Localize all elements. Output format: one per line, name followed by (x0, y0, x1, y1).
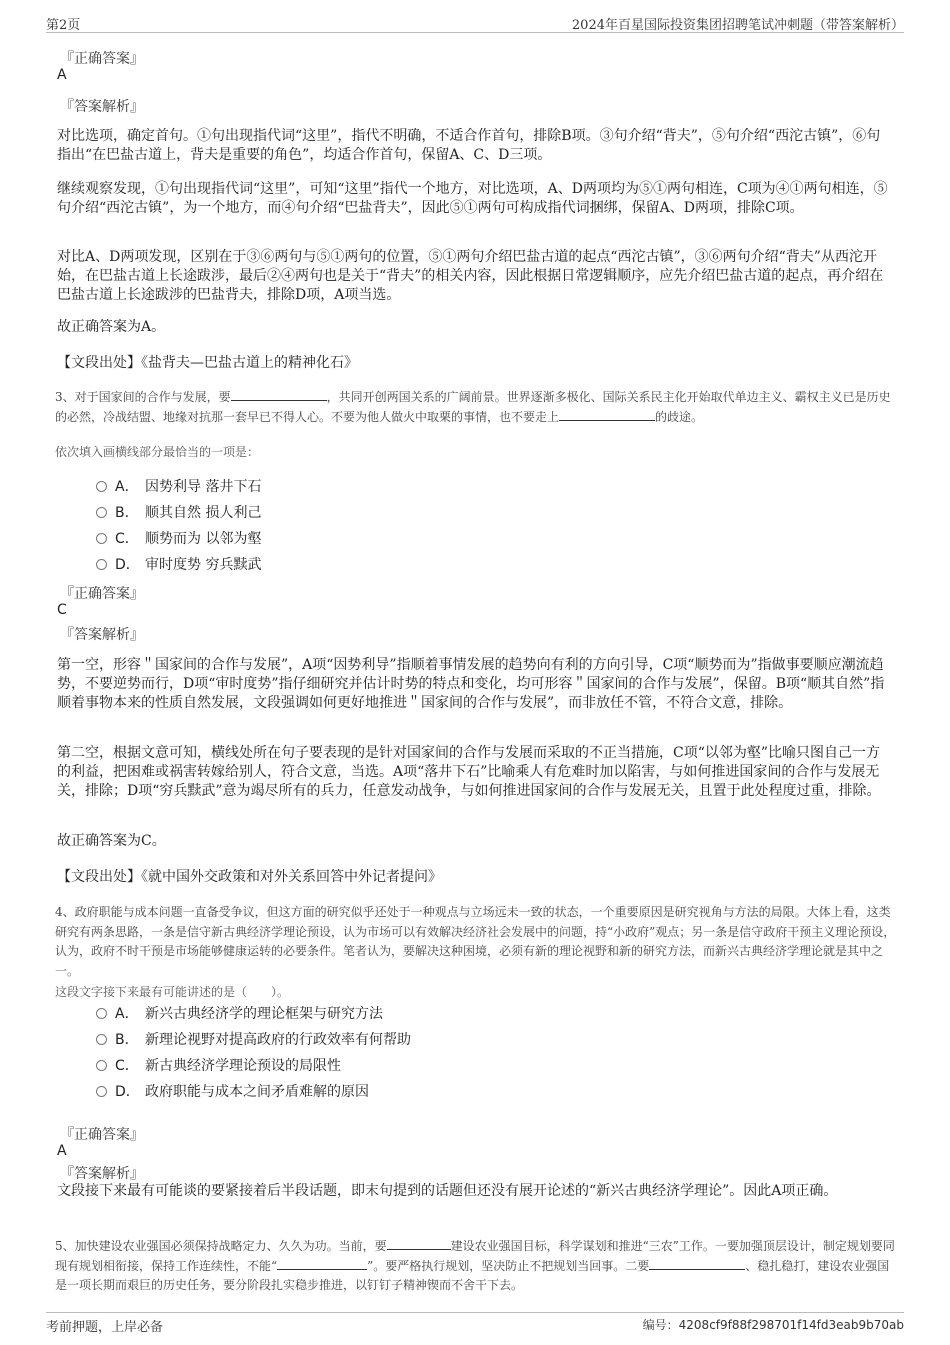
blank-line (277, 1257, 367, 1270)
source-citation: 【文段出处】《盐背夫—巴盐古道上的精神化石》 (57, 355, 358, 371)
analysis-paragraph: 文段接下来最有可能谈的要紧接着后半段话题，即末句提到的话题但还没有展开论述的“新兴古典经济学理论”。因此A项正确。 (57, 1183, 838, 1199)
analysis-paragraph: 第二空，根据文意可知，横线处所在句子要表现的是针对国家间的合作与发展而采取的不正当措施，C项“以邻为壑”比喻只图自己一方的利益，把困难或祸害转嫁给别人，符合文意，当选。A项“落井下石”比喻乘人有危难时加以陷害，与如何推进国家间的合作与发展无关，排除；D项“穷兵黩武”意为竭尽所有的兵力，任意发动战争，与如何推进国家间的合作与发展无关，且置于此处程度过重，排除。 (57, 745, 881, 799)
radio-icon[interactable] (96, 1008, 107, 1019)
analysis-label: 『答案解析』 (60, 1166, 144, 1182)
question-stem: 5、加快建设农业强国必须保持战略定力、久久为功。当前，要 建设农业强国目标，科学谋划和推进“三农”工作。一要加强顶层设计，制定规划要同现有规划相衔接，保持工作连续性，不能“ ”。要严格执行规划，坚决防止不把规划当回事。二要 、稳扎稳打，建设农业强国是一项长期而艰巨的历史任务，要分阶段扎实稳步推进，以钉钉子精神锲而不舍干下去。 (55, 1239, 895, 1292)
analysis-paragraph: 对比A、D两项发现，区别在于③⑥两句与⑤①两句的位置，⑤①两句介绍巴盐古道的起点“西沱古镇”，③⑥两句介绍“背夫”从西沱开始，在巴盐古道上长途跋涉，最后②④两句也是关于“背夫”的相关内容，因此根据日常逻辑顺序，应先介绍巴盐古道的起点，再介绍在巴盐古道上长途跋涉的巴盐背夫，排除D项，A项当选。 (57, 249, 884, 303)
answer-label: 『正确答案』 (60, 586, 144, 602)
option-b[interactable]: B． 新理论视野对提高政府的行政效率有何帮助 (96, 1030, 411, 1050)
analysis-conclusion: 故正确答案为A。 (57, 319, 166, 335)
option-c[interactable]: C． 新古典经济学理论预设的局限性 (96, 1056, 341, 1076)
option-d[interactable]: D． 政府职能与成本之间矛盾难解的原因 (96, 1082, 369, 1102)
page-number: 第2页 (46, 18, 81, 33)
radio-icon[interactable] (96, 1086, 107, 1097)
option-a[interactable]: A． 因势利导 落井下石 (96, 477, 261, 497)
document-code: 编号：4208cf9f88f298701f14fd3eab9b70ab (642, 1318, 904, 1332)
analysis-paragraph: 对比选项，确定首句。①句出现指代词“这里”，指代不明确，不适合作首句，排除B项。③句介绍“背夫”，⑤句介绍“西沱古镇”，⑥句指出“在巴盐古道上，背夫是重要的角色”，均适合作首句，保留A、C、D三项。 (57, 128, 881, 163)
option-b[interactable]: B． 顺其自然 损人利己 (96, 503, 261, 523)
question-stem: 3、对于国家间的合作与发展，要 ，共同开创两国关系的广阔前景。世界逐渐多极化、国际关系民主化开始取代单边主义、霸权主义已是历史的必然，冷战结盟、地缘对抗那一套早已不得人心。不要为他人做火中取栗的事情，也不要走上 的歧途。 (55, 390, 891, 424)
correct-answer: C (57, 602, 67, 618)
radio-icon[interactable] (96, 1034, 107, 1045)
radio-icon[interactable] (96, 507, 107, 518)
blank-line (559, 408, 655, 421)
radio-icon[interactable] (96, 481, 107, 492)
correct-answer: A (57, 67, 67, 83)
footer-slogan: 考前押题，上岸必备 (46, 1320, 164, 1335)
blank-line (387, 1237, 451, 1250)
page-header (46, 12, 904, 33)
question-stem: 4、政府职能与成本问题一直备受争议，但这方面的研究似乎还处于一种观点与立场远未一致的状态，一个重要原因是研究视角与方法的局限。大体上看，这类研究有两条思路，一条是信守新古典经济学理论预设，认为市场可以有效解决经济社会发展中的问题，持“小政府”观点；另一条是信守政府干预主义理论预设，认为，政府不时干预是市场能够健康运转的必要条件。笔者认为，要解决这种困境，必须有新的理论视野和新的研究方法，而新兴古典经济学理论就是其中之一。 (55, 905, 896, 978)
analysis-label: 『答案解析』 (60, 627, 144, 643)
correct-answer: A (57, 1143, 67, 1159)
analysis-paragraph: 继续观察发现，①句出现指代词“这里”，可知“这里”指代一个地方，对比选项，A、D两项均为⑤①两句相连，C项为④①两句相连，⑤句介绍“西沱古镇”，为一个地方，而④句介绍“巴盐背夫”，因此⑤①两句可构成指代词捆绑，保留A、D两项，排除C项。 (57, 181, 888, 216)
radio-icon[interactable] (96, 1060, 107, 1071)
option-a[interactable]: A． 新兴古典经济学的理论框架与研究方法 (96, 1004, 383, 1024)
source-citation: 【文段出处】《就中国外交政策和对外关系回答中外记者提问》 (57, 869, 442, 885)
blank-line (649, 1257, 745, 1270)
analysis-label: 『答案解析』 (60, 99, 144, 115)
option-d[interactable]: D． 审时度势 穷兵黩武 (96, 555, 261, 575)
answer-label: 『正确答案』 (60, 1127, 144, 1143)
option-c[interactable]: C． 顺势而为 以邻为壑 (96, 529, 261, 549)
radio-icon[interactable] (96, 559, 107, 570)
radio-icon[interactable] (96, 533, 107, 544)
analysis-paragraph: 第一空，形容＂国家间的合作与发展”，A项“因势利导”指顺着事情发展的趋势向有利的方向引导，C项“顺势而为”指做事要顺应潮流趋势，不要逆势而行，D项“审时度势”指仔细研究并估计时势的特点和变化，均可形容＂国家间的合作与发展”，保留。B项“顺其自然”指顺着事物本来的性质自然发展，文段强调如何更好地推进＂国家间的合作与发展”，而非放任不管，不符合文意，排除。 (57, 657, 885, 711)
blank-line (231, 388, 327, 401)
question-prompt: 依次填入画横线部分最恰当的一项是： (55, 445, 260, 459)
question-prompt: 这段文字接下来最有可能讲述的是（ ）。 (55, 985, 290, 999)
document-title: 2024年百星国际投资集团招聘笔试冲刺题（带答案解析） (571, 18, 904, 33)
analysis-conclusion: 故正确答案为C。 (57, 833, 166, 849)
page-footer (46, 1312, 904, 1335)
answer-label: 『正确答案』 (60, 51, 144, 67)
